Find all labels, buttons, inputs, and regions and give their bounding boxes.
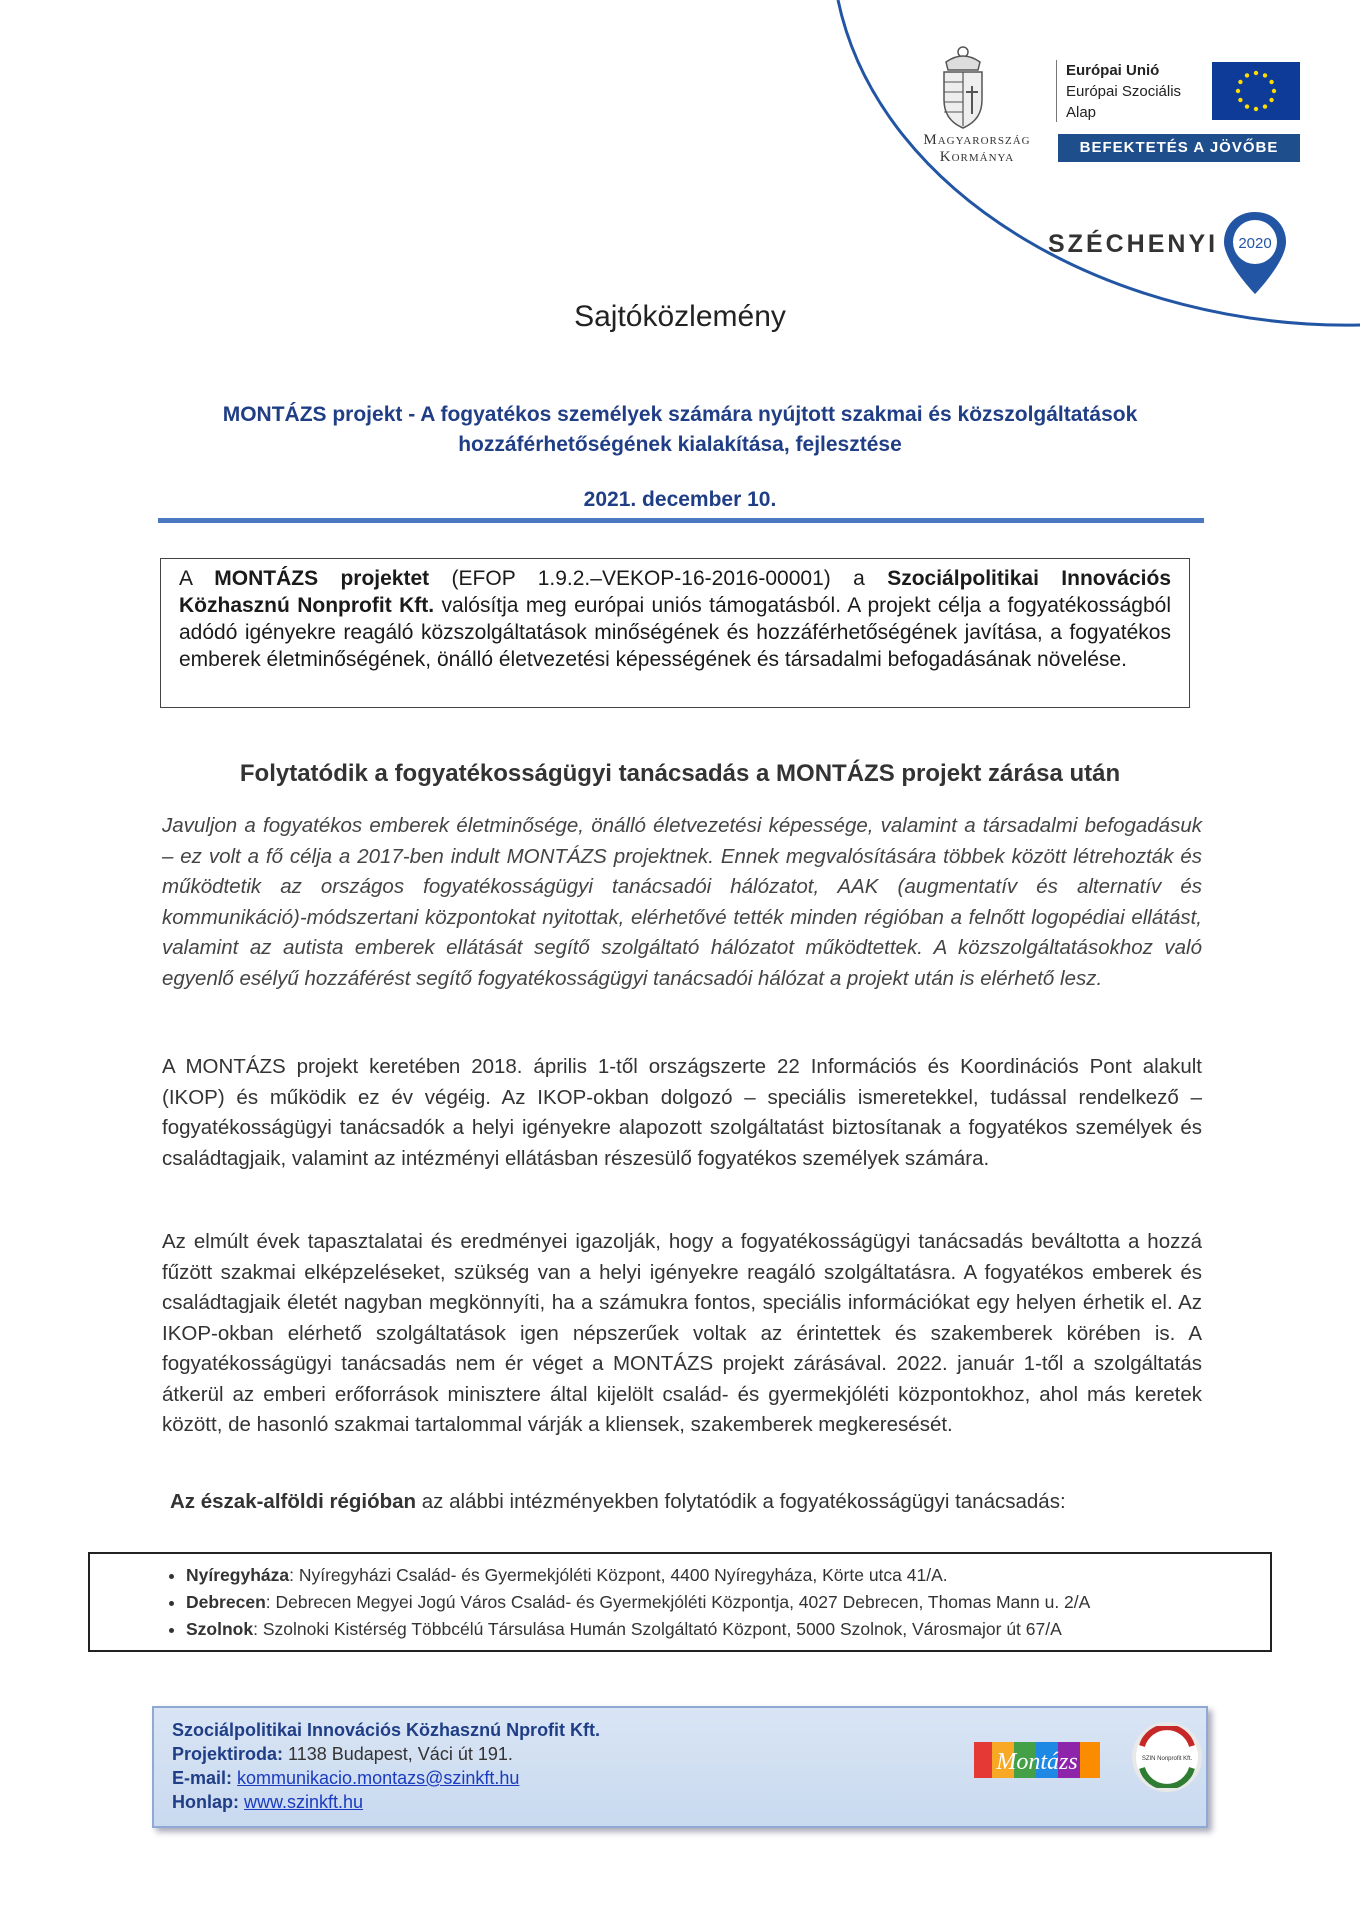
- montazs-logo-icon: [974, 1738, 1100, 1782]
- lead-paragraph: Javuljon a fogyatékos emberek életminősége, önálló életvezetési képessége, valamint a társadalmi befogadásuk – ez volt a fő célja a 2017-ben indult MONTÁZS projektnek. Ennek megvalósítására többek között létrehozták és működtetik az országos fogyatékosságügyi tanácsadói hálózatot, AAK (augmentatív és alternatív és kommunikáció)-módszertani központokat nyitottak, elérhetővé tették minden régióban a felnőtt logopédiai ellátást, valamint az autista emberek ellátását segítő szolgáltató hálózatot működtettek. A közszolgáltatásokhoz való egyenlő esélyű hozzáférést segítő fogyatékosságügyi tanácsadói hálózat a projekt után is elérhető lesz.: [162, 814, 1202, 990]
- eu-star-icon: [1254, 71, 1258, 75]
- eu-star-icon: [1245, 104, 1249, 108]
- eu-star-icon: [1236, 89, 1240, 93]
- email-link[interactable]: kommunikacio.montazs@szinkft.hu: [237, 1768, 520, 1788]
- paragraph-ikop: A MONTÁZS projekt keretében 2018. április 1-től országszerte 22 Információs és Koordinációs Pont alakult (IKOP) és működik ez év végéig. Az IKOP-okban dolgozó – speciális ismeretekkel, tudással rendelkező – fogyatékosságügyi tanácsadók a helyi igényekre alapozott szolgáltatást biztosítanak a fogyatékos személyek és családtagjaik, valamint az intézményi ellátásban részesülő fogyatékos személyek számára.: [162, 1055, 1202, 1170]
- contact-footer: [152, 1706, 1208, 1828]
- list-item: • Debrecen: Debrecen Megyei Jogú Város Család- és Gyermekjóléti Központja, 4027 Debrecen, Thomas Mann u. 2/A: [186, 1589, 1270, 1616]
- eu-star-icon: [1263, 73, 1267, 77]
- footer-email: E-mail: kommunikacio.montazs@szinkft.hu: [172, 1768, 520, 1788]
- eu-flag-icon: [1212, 62, 1300, 120]
- publication-date: 2021. december 10.: [583, 488, 777, 511]
- invest-future-banner: BEFEKTETÉS A JÖVŐBE: [1058, 134, 1300, 162]
- eu-star-icon: [1269, 80, 1273, 84]
- footer-org: Szociálpolitikai Innovációs Közhasznú Nprofit Kft.: [172, 1720, 601, 1740]
- page-title: Sajtóközlemény: [574, 300, 786, 333]
- szechenyi-2020-pin-icon: [1220, 208, 1290, 298]
- list-item: • Nyíregyháza: Nyíregyházi Család- és Gyermekjóléti Központ, 4400 Nyíregyháza, Körte utca 41/A.: [186, 1562, 1270, 1589]
- divider: [158, 518, 1204, 523]
- subtitle: MONTÁZS projekt - A fogyatékos személyek számára nyújtott szakmai és közszolgáltatások hozzáférhetőségének kialakítása, fejlesztése: [222, 403, 1138, 456]
- eu-star-icon: [1269, 98, 1273, 102]
- svg-text:SZIN Nonprofit Kft.: SZIN Nonprofit Kft.: [1141, 1756, 1193, 1762]
- locations-list: [90, 1562, 1270, 1643]
- szin-logo-icon: [1132, 1722, 1202, 1792]
- website-link[interactable]: www.szinkft.hu: [244, 1792, 364, 1812]
- szechenyi-year: 2020: [1238, 235, 1272, 252]
- eu-star-icon: [1245, 73, 1249, 77]
- section-heading: Folytatódik a fogyatékosságügyi tanácsadás a MONTÁZS projekt zárása után: [239, 760, 1121, 787]
- eu-divider: [1056, 60, 1057, 122]
- eu-star-icon: [1254, 107, 1258, 111]
- intro-box: A MONTÁZS projektet (EFOP 1.9.2.–VEKOP-16-2016-00001) a Szociálpolitikai Innovációs Közhasznú Nonprofit Kft. valósítja meg európai uniós támogatásból. A projekt célja a fogyatékosságból adódó igényekre reagáló közszolgáltatások minőségének és hozzáférhetőségének javítása, a fogyatékos emberek életminőségének, önálló életvezetési képességének és társadalmi befogadásának növelése.: [160, 558, 1190, 708]
- svg-text:Montázs: Montázs: [996, 1749, 1078, 1775]
- footer-office: Projektiroda: 1138 Budapest, Váci út 191.: [172, 1744, 513, 1764]
- list-item: • Szolnok: Szolnoki Kistérség Többcélú Társulása Humán Szolgáltató Központ, 5000 Szolnok, Városmajor út 67/A: [186, 1616, 1270, 1643]
- szechenyi-label: SZÉCHENYI: [1048, 230, 1219, 258]
- coat-of-arms-icon: [928, 42, 998, 132]
- eu-label: Európai Unió Európai Szociális Alap: [1066, 62, 1182, 121]
- footer-web: Honlap: www.szinkft.hu: [172, 1792, 364, 1812]
- paragraph-results: Az elmúlt évek tapasztalatai és eredményei igazolják, hogy a fogyatékosságügyi tanácsadás beváltotta a hozzá fűzött szakmai elképzeléseket, szükség van a helyi igényekre reagáló szolgáltatásra. A fogyatékos emberek és családtagjaik életét nagyban megkönnyíti, ha a számukra fontos, speciális információkat egy helyen érhetik el. Az IKOP-okban elérhető szolgáltatások igen népszerűek voltak az érintettek és szakemberek körében is. A fogyatékosságügyi tanácsadás nem ér véget a MONTÁZS projekt zárásával. 2022. január 1-től a szolgáltatás átkerül az emberi erőforrások minisztere által kijelölt család- és gyermekjóléti központokhoz, ahol más keretek között, de hasonló szakmai tartalommal várják a kliensek, szakemberek megkeresését.: [162, 1230, 1202, 1436]
- locations-box: [88, 1552, 1272, 1652]
- government-label: Magyarország Kormánya: [923, 132, 1031, 165]
- eu-star-icon: [1238, 80, 1242, 84]
- eu-star-icon: [1263, 104, 1267, 108]
- eu-star-icon: [1238, 98, 1242, 102]
- region-intro: Az észak-alföldi régióban az alábbi intézményekben folytatódik a fogyatékosságügyi tanácsadás:: [170, 1490, 1066, 1513]
- eu-star-icon: [1272, 89, 1276, 93]
